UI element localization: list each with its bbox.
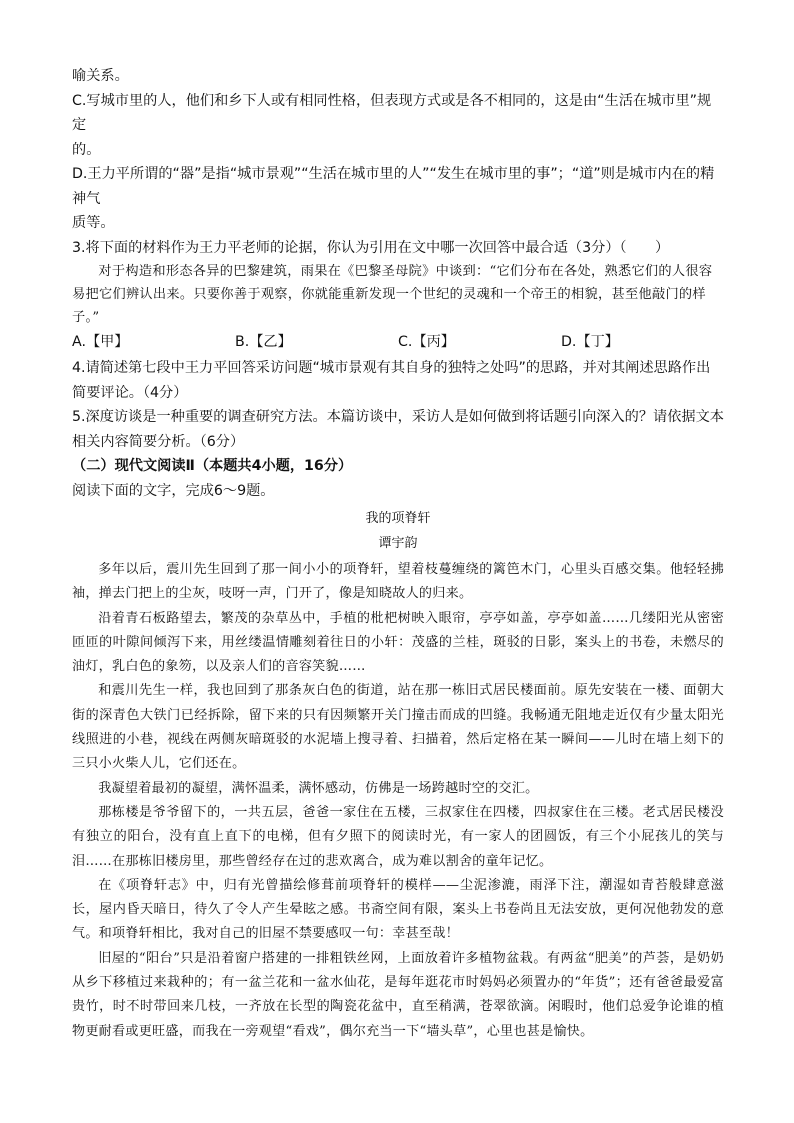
option-c-line2: 的。: [72, 141, 101, 158]
question-3-options: [72, 330, 724, 355]
question-5: 5.深度访谈是一种重要的调查研究方法。本篇访谈中，采访人是如何做到将话题引向深入的？请依据文本相关内容简要分析。（6分）: [72, 409, 724, 450]
question-3-quote: 对于构造和形态各异的巴黎建筑，雨果在《巴黎圣母院》中谈到：“它们分布在各处，熟悉它们的人很容易把它们辨认出来。只要你善于观察，你就能重新发现一个世纪的灵魂和一个帝王的相貌，甚至他敲门的样子。”: [72, 264, 713, 325]
option-c-line1: C.写城市里的人，他们和乡下人或有相同性格，但表现方式或是各不相同的，这是由“生活在城市里”规定: [72, 92, 712, 133]
article-paragraph: 旧屋的“阳台”只是沿着窗户搭建的一排粗铁丝网，上面放着许多植物盆栽。有两盆“肥美”的芦荟，是奶奶从乡下移植过来栽种的；有一盆兰花和一盆水仙花，是每年逛花市时妈妈必须置办的“年货”；还有爸爸最爱富贵竹，时不时带回来几枝，一齐放在长型的陶瓷花盆中，直至稍满，苍翠欲滴。闲暇时，他们总爱争论谁的植物更耐看或更旺盛，而我在一旁观望“看戏”，偶尔充当一下“墙头草”，心里也甚是愉快。: [72, 950, 724, 1039]
option-d-line1: D.王力平所谓的“器”是指“城市景观”“生活在城市里的人”“发生在城市里的事”；“道”则是城市内在的精神气: [72, 166, 715, 207]
article-title: 我的项脊轩: [365, 511, 431, 526]
section-heading: （二）现代文阅读Ⅱ（本题共4小题，16分）: [72, 458, 353, 474]
article-paragraph: 和震川先生一样，我也回到了那条灰白色的街道，站在那一栋旧式居民楼面前。原先安装在一楼、面朝大街的深青色大铁门已经拆除，留下来的只有因频繁开关门撞击而成的凹缝。我畅通无阻地走近仅有少量太阳光线照进的小巷，视线在两侧灰暗斑驳的水泥墙上搜寻着、扫描着，然后定格在某一瞬间——儿时在墙上刻下的三只小火柴人儿，它们还在。: [72, 683, 724, 772]
question-4: 4.请简述第七段中王力平回答采访问题“城市景观有其自身的独特之处吗”的思路，并对其阐述思路作出简要评论。（4分）: [72, 360, 711, 401]
option-d-line2: 质等。: [72, 215, 115, 231]
reading-instruction: 阅读下面的文字，完成6～9题。: [72, 482, 275, 499]
option-b-continuation: 喻关系。: [72, 68, 129, 84]
question-3: 3.将下面的材料作为王力平老师的论据，你认为引用在文中哪一次回答中最合适（3分）（ ）: [72, 239, 670, 256]
article-paragraph: 沿着青石板路望去，繁茂的杂草丛中，手植的枇杷树映入眼帘，亭亭如盖，亭亭如盖……几缕阳光从密密匝匝的叶隙间倾泻下来，用丝缕温情雕刻着往日的小轩：茂盛的兰桂，斑驳的日影，案头上的书卷，未燃尽的油灯，乳白色的象笏，以及亲人们的音容笑貌……: [72, 610, 724, 675]
article-author: 谭宇韵: [378, 536, 418, 551]
article-paragraph: 在《项脊轩志》中，归有光曾描绘修葺前项脊轩的模样——尘泥渗漉，雨泽下注，潮湿如青苔般肆意滋长，屋内昏天暗日，待久了令人产生晕眩之感。书斋空间有限，案头上书卷尚且无法安放，更何况他勃发的意气。和项脊轩相比，我对自己的旧屋不禁要感叹一句：幸甚至哉！: [72, 877, 724, 942]
option-d: D.【丁】: [561, 334, 619, 350]
article-paragraph: 那栋楼是爷爷留下的，一共五层，爸爸一家住在五楼，三叔家住在四楼，四叔家住在三楼。老式居民楼没有独立的阳台，没有直上直下的电梯，但有夕照下的阅读时光，有一家人的团圆饭，有三个小屁孩儿的笑与泪……在那栋旧楼房里，那些曾经存在过的悲欢离合，成为难以割舍的童年记忆。: [72, 804, 724, 869]
option-b: B.【乙】: [235, 334, 292, 350]
option-a: A.【甲】: [72, 334, 129, 350]
option-c: C.【丙】: [398, 334, 455, 350]
article-paragraph: 我凝望着最初的凝望，满怀温柔，满怀感动，仿佛是一场跨越时空的交汇。: [98, 780, 539, 796]
article-paragraph: 多年以后，震川先生回到了那一间小小的项脊轩，望着枝蔓缠绕的篱笆木门，心里头百感交集。他轻轻拂袖，掸去门把上的尘灰，吱呀一声，门开了，像是知晓故人的归来。: [72, 562, 724, 602]
